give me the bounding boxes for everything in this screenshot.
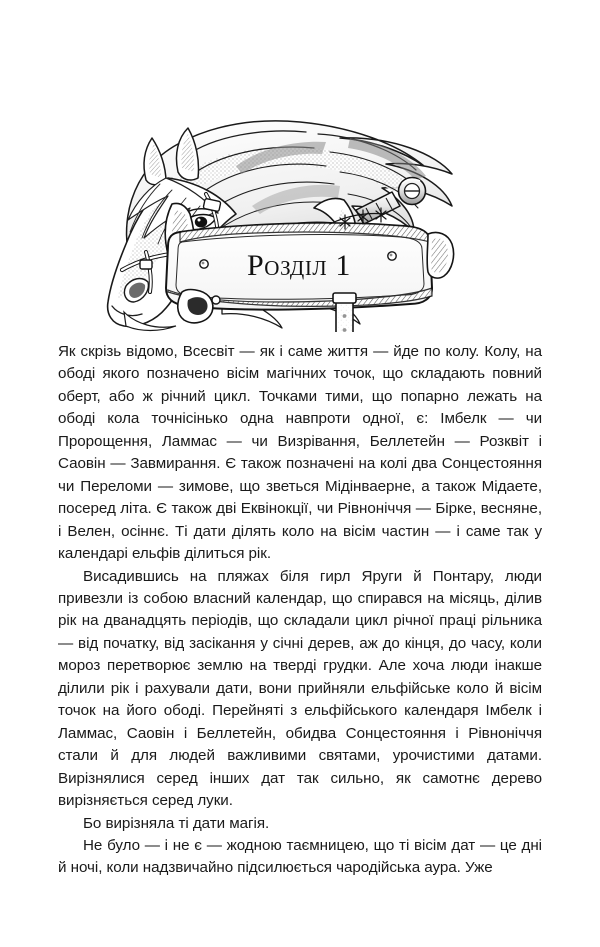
chapter-illustration <box>0 74 600 332</box>
paragraph: Як скрізь відомо, Всесвіт — як і саме життя — йде по колу. Колу, на ободі якого позначено вісім магічних точок, що складають повний оберт, або ж річний цикл. Точками тими, що попарно лежать на ободі кола точнісінько одна навпроти одної, є: Імбелк — чи Пророщення, Ламмас — чи Визрівання, Беллетейн — Розквіт і Саовін — Завмирання. Є також позначені на колі два Сонцестояння чи Переломи — зимове, що зветься Мідінваерне, а також Мідаете, посеред літа. Є також дві Еквінокції, чи Рівноніччя — Бірке, весняне, і Велен, осіннє. Ті дати ділять коло на вісім частин — і саме так у календарі ельфів ділиться рік. <box>58 343 542 563</box>
banner-buckle-left <box>178 290 213 323</box>
sword-pommel <box>399 178 426 205</box>
chapter-title: Розділ 1 <box>247 249 351 282</box>
paragraph: Не було — і не є — жодною таємницею, що ті вісім дат — це дні й ночі, коли надзвичайно підсилюється чародійська аура. Уже <box>58 836 542 877</box>
paragraph: Висадившись на пляжах біля гирл Яруги й Понтару, люди привезли із собою власний календар, що спирався на місяць, ділив рік на дванадцять періодів, що складали цикл річної праці рільника — від початку, від засікання у січні дерев, аж до кінця, до часу, коли мороз перетворює землю на тверді грудки. Але хоча люди інакше ділили рік і рахували дати, вони прийняли ельфійське коло й вісім точок на його ободі. Перейняті з ельфійського календаря Імбелк і Ламмас, Саовін і Беллетейн, обидва Сонцестояння і Рівноніччя стали й для людей важливими святами, урочистими датами. Вирізнялися серед інших дат так сильно, як самотнє дерево вирізняється серед луки. <box>58 567 542 810</box>
body-text <box>58 341 542 880</box>
banner-strap <box>333 293 356 332</box>
paragraph: Бо вирізняла ті дати магія. <box>83 814 270 832</box>
